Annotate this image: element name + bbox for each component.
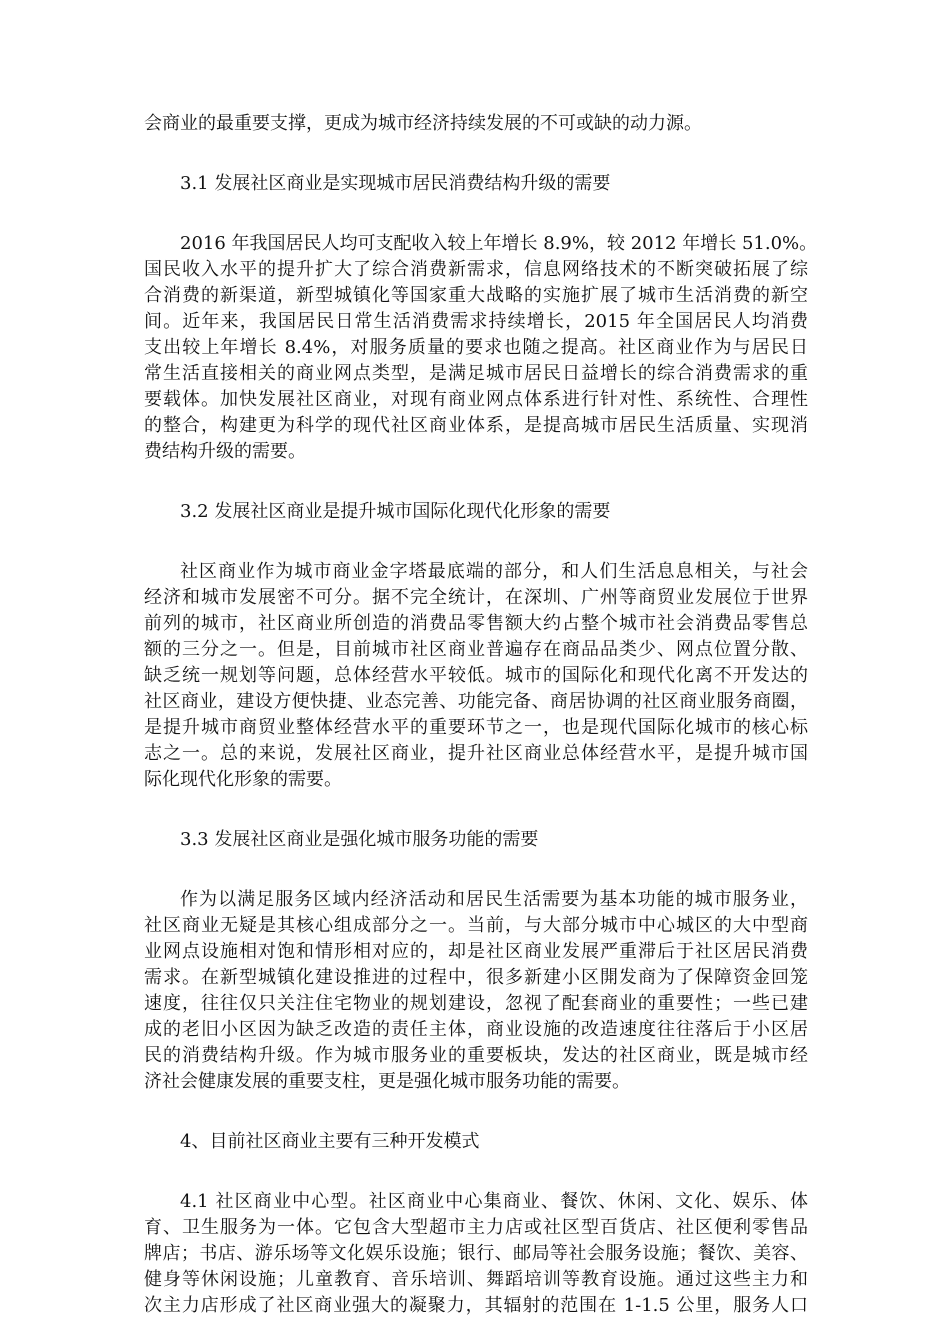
- text-line: 速度，往往仅只关注住宅物业的规划建设，忽视了配套商业的重要性；一些已建: [144, 993, 808, 1014]
- text-line: 合消费的新渠道，新型城镇化等国家重大战略的实施扩展了城市生活消费的新空: [144, 285, 808, 306]
- text-line: 支出较上年增长 8.4%，对服务质量的要求也随之提高。社区商业作为与居民日: [144, 337, 808, 358]
- section-heading: 3.2 发展社区商业是提升城市国际化现代化形象的需要: [180, 501, 611, 522]
- text-line: 常生活直接相关的商业网点类型，是满足城市居民日益增长的综合消费需求的重: [144, 363, 808, 384]
- text-line: 际化现代化形象的需要。: [144, 769, 342, 790]
- text-line: 国民收入水平的提升扩大了综合消费新需求，信息网络技术的不断突破拓展了综: [144, 259, 808, 280]
- text-line: 成的老旧小区因为缺乏改造的责任主体，商业设施的改造速度往往落后于小区居: [144, 1019, 808, 1040]
- paragraph-spacer: [144, 525, 808, 559]
- text-line: 费结构升级的需要。: [144, 441, 306, 462]
- text-line: 业网点设施相对饱和情形相对应的，却是社区商业发展严重滞后于社区居民消费: [144, 941, 808, 962]
- paragraph: [144, 111, 808, 137]
- paragraph-spacer: [144, 465, 808, 499]
- section-heading: 3.3 发展社区商业是强化城市服务功能的需要: [180, 829, 539, 850]
- paragraph-spacer: [144, 793, 808, 827]
- paragraph-spacer: [144, 1155, 808, 1189]
- paragraph: [144, 559, 808, 793]
- text-line: 社区商业，建设方便快捷、业态完善、功能完备、商居协调的社区商业服务商圈，: [144, 691, 808, 712]
- text-line: 要载体。加快发展社区商业，对现有商业网点体系进行针对性、系统性、合理性: [144, 389, 808, 410]
- text-line: 作为以满足服务区域内经济活动和居民生活需要为基本功能的城市服务业，: [180, 889, 808, 910]
- paragraph: [144, 231, 818, 465]
- text-line: 次主力店形成了社区商业强大的凝聚力，其辐射的范围在 1-1.5 公里，服务人口: [144, 1295, 808, 1316]
- text-line: 缺乏统一规划等问题，总体经营水平较低。城市的国际化和现代化离不开发达的: [144, 665, 808, 686]
- text-line: 的整合，构建更为科学的现代社区商业体系，是提高城市居民生活质量、实现消: [144, 415, 808, 436]
- text-line: 育、卫生服务为一体。它包含大型超市主力店或社区型百货店、社区便利零售品: [144, 1217, 808, 1238]
- document-body: [144, 111, 818, 1319]
- paragraph: [144, 887, 808, 1095]
- paragraph-spacer: [144, 197, 808, 231]
- paragraph-spacer: [144, 1095, 808, 1129]
- paragraph: [144, 1189, 808, 1319]
- text-line: 牌店；书店、游乐场等文化娱乐设施；银行、邮局等社会服务设施；餐饮、美容、: [144, 1243, 808, 1264]
- text-line: 社区商业作为城市商业金字塔最底端的部分，和人们生活息息相关，与社会: [180, 561, 808, 582]
- section-heading: 3.1 发展社区商业是实现城市居民消费结构升级的需要: [180, 173, 611, 194]
- text-line: 济社会健康发展的重要支柱，更是强化城市服务功能的需要。: [144, 1071, 630, 1092]
- text-line: 需求。在新型城镇化建设推进的过程中，很多新建小区開发商为了保障资金回笼: [144, 967, 808, 988]
- text-line: 前列的城市，社区商业所创造的消费品零售额大约占整个城市社会消费品零售总: [144, 613, 808, 634]
- paragraph-spacer: [144, 137, 808, 171]
- text-line: 经济和城市发展密不可分。据不完全统计，在深圳、广州等商贸业发展位于世界: [144, 587, 808, 608]
- text-line: 健身等休闲设施；儿童教育、音乐培训、舞蹈培训等教育设施。通过这些主力和: [144, 1269, 808, 1290]
- text-line: 会商业的最重要支撑，更成为城市经济持续发展的不可或缺的动力源。: [144, 113, 702, 134]
- paragraph-spacer: [144, 853, 808, 887]
- text-line: 间。近年来，我国居民日常生活消费需求持续增长，2015 年全国居民人均消费: [144, 311, 808, 332]
- text-line: 2016 年我国居民人均可支配收入较上年增长 8.9%，较 2012 年增长 51.0%。: [180, 233, 818, 254]
- text-line: 额的三分之一。但是，目前城市社区商业普遍存在商品品类少、网点位置分散、: [144, 639, 808, 660]
- text-line: 志之一。总的来说，发展社区商业，提升社区商业总体经营水平，是提升城市国: [144, 743, 808, 764]
- text-line: 是提升城市商贸业整体经营水平的重要环节之一，也是现代国际化城市的核心标: [144, 717, 808, 738]
- text-line: 4.1 社区商业中心型。社区商业中心集商业、餐饮、休闲、文化、娱乐、体: [180, 1191, 808, 1212]
- section-heading: 4、目前社区商业主要有三种开发模式: [180, 1131, 480, 1152]
- text-line: 社区商业无疑是其核心组成部分之一。当前，与大部分城市中心城区的大中型商: [144, 915, 808, 936]
- text-line: 民的消费结构升级。作为城市服务业的重要板块，发达的社区商业，既是城市经: [144, 1045, 808, 1066]
